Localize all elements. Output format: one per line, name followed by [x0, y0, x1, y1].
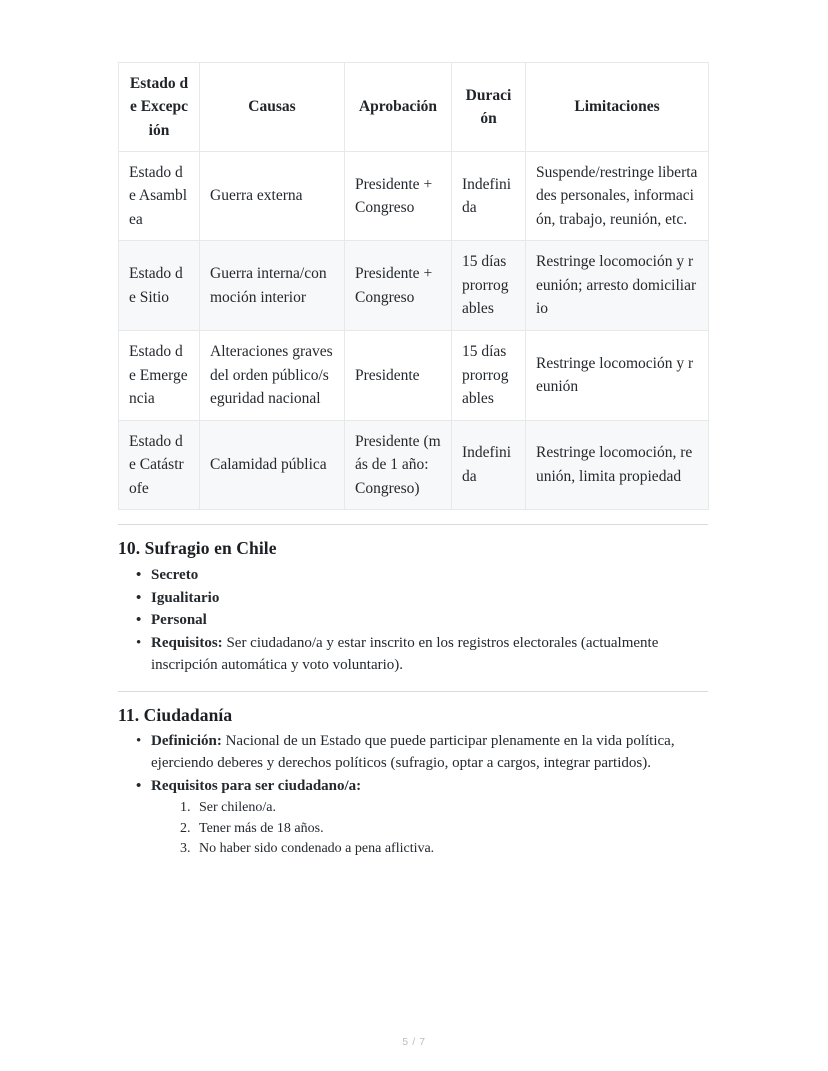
- table-row: [119, 420, 709, 510]
- cell-limitaciones: Restringe locomoción, reunión, limita propiedad: [526, 420, 709, 510]
- cell-duracion: Indefinida: [452, 151, 526, 241]
- cell-aprobacion: Presidente (más de 1 año: Congreso): [345, 420, 452, 510]
- requisitos-numbered-list: [151, 798, 708, 860]
- cell-estado: Estado de Asamblea: [119, 151, 200, 241]
- ciudadania-bullet-list: [118, 731, 708, 860]
- list-item-requisitos-heading: • Requisitos para ser ciudadano/a: Ser chileno/a. Tener más de 18 años. No haber sido condenado a pena aflictiva.: [149, 776, 708, 860]
- section-divider: [118, 691, 708, 692]
- column-header-aprobacion: Aprobación: [345, 63, 452, 152]
- cell-duracion: 15 días prorrogables: [452, 331, 526, 421]
- cell-aprobacion: Presidente: [345, 331, 452, 421]
- list-item: Tener más de 18 años.: [199, 820, 324, 836]
- states-of-exception-table: [118, 62, 709, 510]
- cell-duracion: 15 días prorrogables: [452, 241, 526, 331]
- page-title-ciudadania: 11. Ciudadanía: [118, 704, 233, 725]
- column-header-estado: Estado de Excepción: [119, 63, 200, 152]
- section-ciudadania: [118, 691, 708, 860]
- cell-estado: Estado de Emergencia: [119, 331, 200, 421]
- cell-aprobacion: Presidente + Congreso: [345, 151, 452, 241]
- table-row: [119, 151, 709, 241]
- page-title-sufragio: 10. Sufragio en Chile: [118, 538, 277, 559]
- column-header-duracion: Duración: [452, 63, 526, 152]
- column-header-causas: Causas: [200, 63, 345, 152]
- list-item-definicion: [149, 731, 708, 775]
- cell-causas: Alteraciones graves del orden público/seguridad nacional: [200, 331, 345, 421]
- cell-duracion: Indefinida: [452, 420, 526, 510]
- cell-estado: Estado de Sitio: [119, 241, 200, 331]
- list-item: Ser chileno/a.: [199, 800, 276, 816]
- cell-aprobacion: Presidente + Congreso: [345, 241, 452, 331]
- cell-limitaciones: Restringe locomoción y reunión: [526, 331, 709, 421]
- definicion-text: Nacional de un Estado que puede participar plenamente en la vida política, ejerciendo deberes y derechos políticos (sufragio, optar a cargos, integrar partidos).: [151, 733, 675, 771]
- section-divider: [118, 524, 708, 525]
- list-item: • Personal: [149, 610, 708, 632]
- list-item: • Secreto: [149, 565, 708, 587]
- cell-limitaciones: Restringe locomoción y reunión; arresto domiciliario: [526, 241, 709, 331]
- table-head: [119, 63, 709, 152]
- cell-causas: Guerra interna/conmoción interior: [200, 241, 345, 331]
- cell-estado: Estado de Catástrofe: [119, 420, 200, 510]
- page-number: 5 / 7: [402, 1036, 426, 1048]
- column-header-limitaciones: Limitaciones: [526, 63, 709, 152]
- table-row: [119, 331, 709, 421]
- section-sufragio: [118, 524, 708, 676]
- cell-limitaciones: Suspende/restringe libertades personales, información, trabajo, reunión, etc.: [526, 151, 709, 241]
- list-item: • Igualitario: [149, 588, 708, 610]
- list-item: No haber sido condenado a pena aflictiva.: [199, 841, 435, 857]
- requisitos-label: Requisitos:: [151, 635, 223, 652]
- cell-causas: Guerra externa: [200, 151, 345, 241]
- sufragio-bullet-list: [118, 565, 708, 677]
- table-row: [119, 241, 709, 331]
- list-item-requisitos: [149, 633, 708, 677]
- cell-causas: Calamidad pública: [200, 420, 345, 510]
- page-content: [118, 62, 708, 861]
- page-footer: [0, 1036, 828, 1048]
- table-header-row: [119, 63, 709, 152]
- table-body: [119, 151, 709, 510]
- definicion-label: Definición:: [151, 733, 222, 750]
- requisitos-text: Ser ciudadano/a y estar inscrito en los registros electorales (actualmente inscripción automática y voto voluntario).: [151, 635, 659, 673]
